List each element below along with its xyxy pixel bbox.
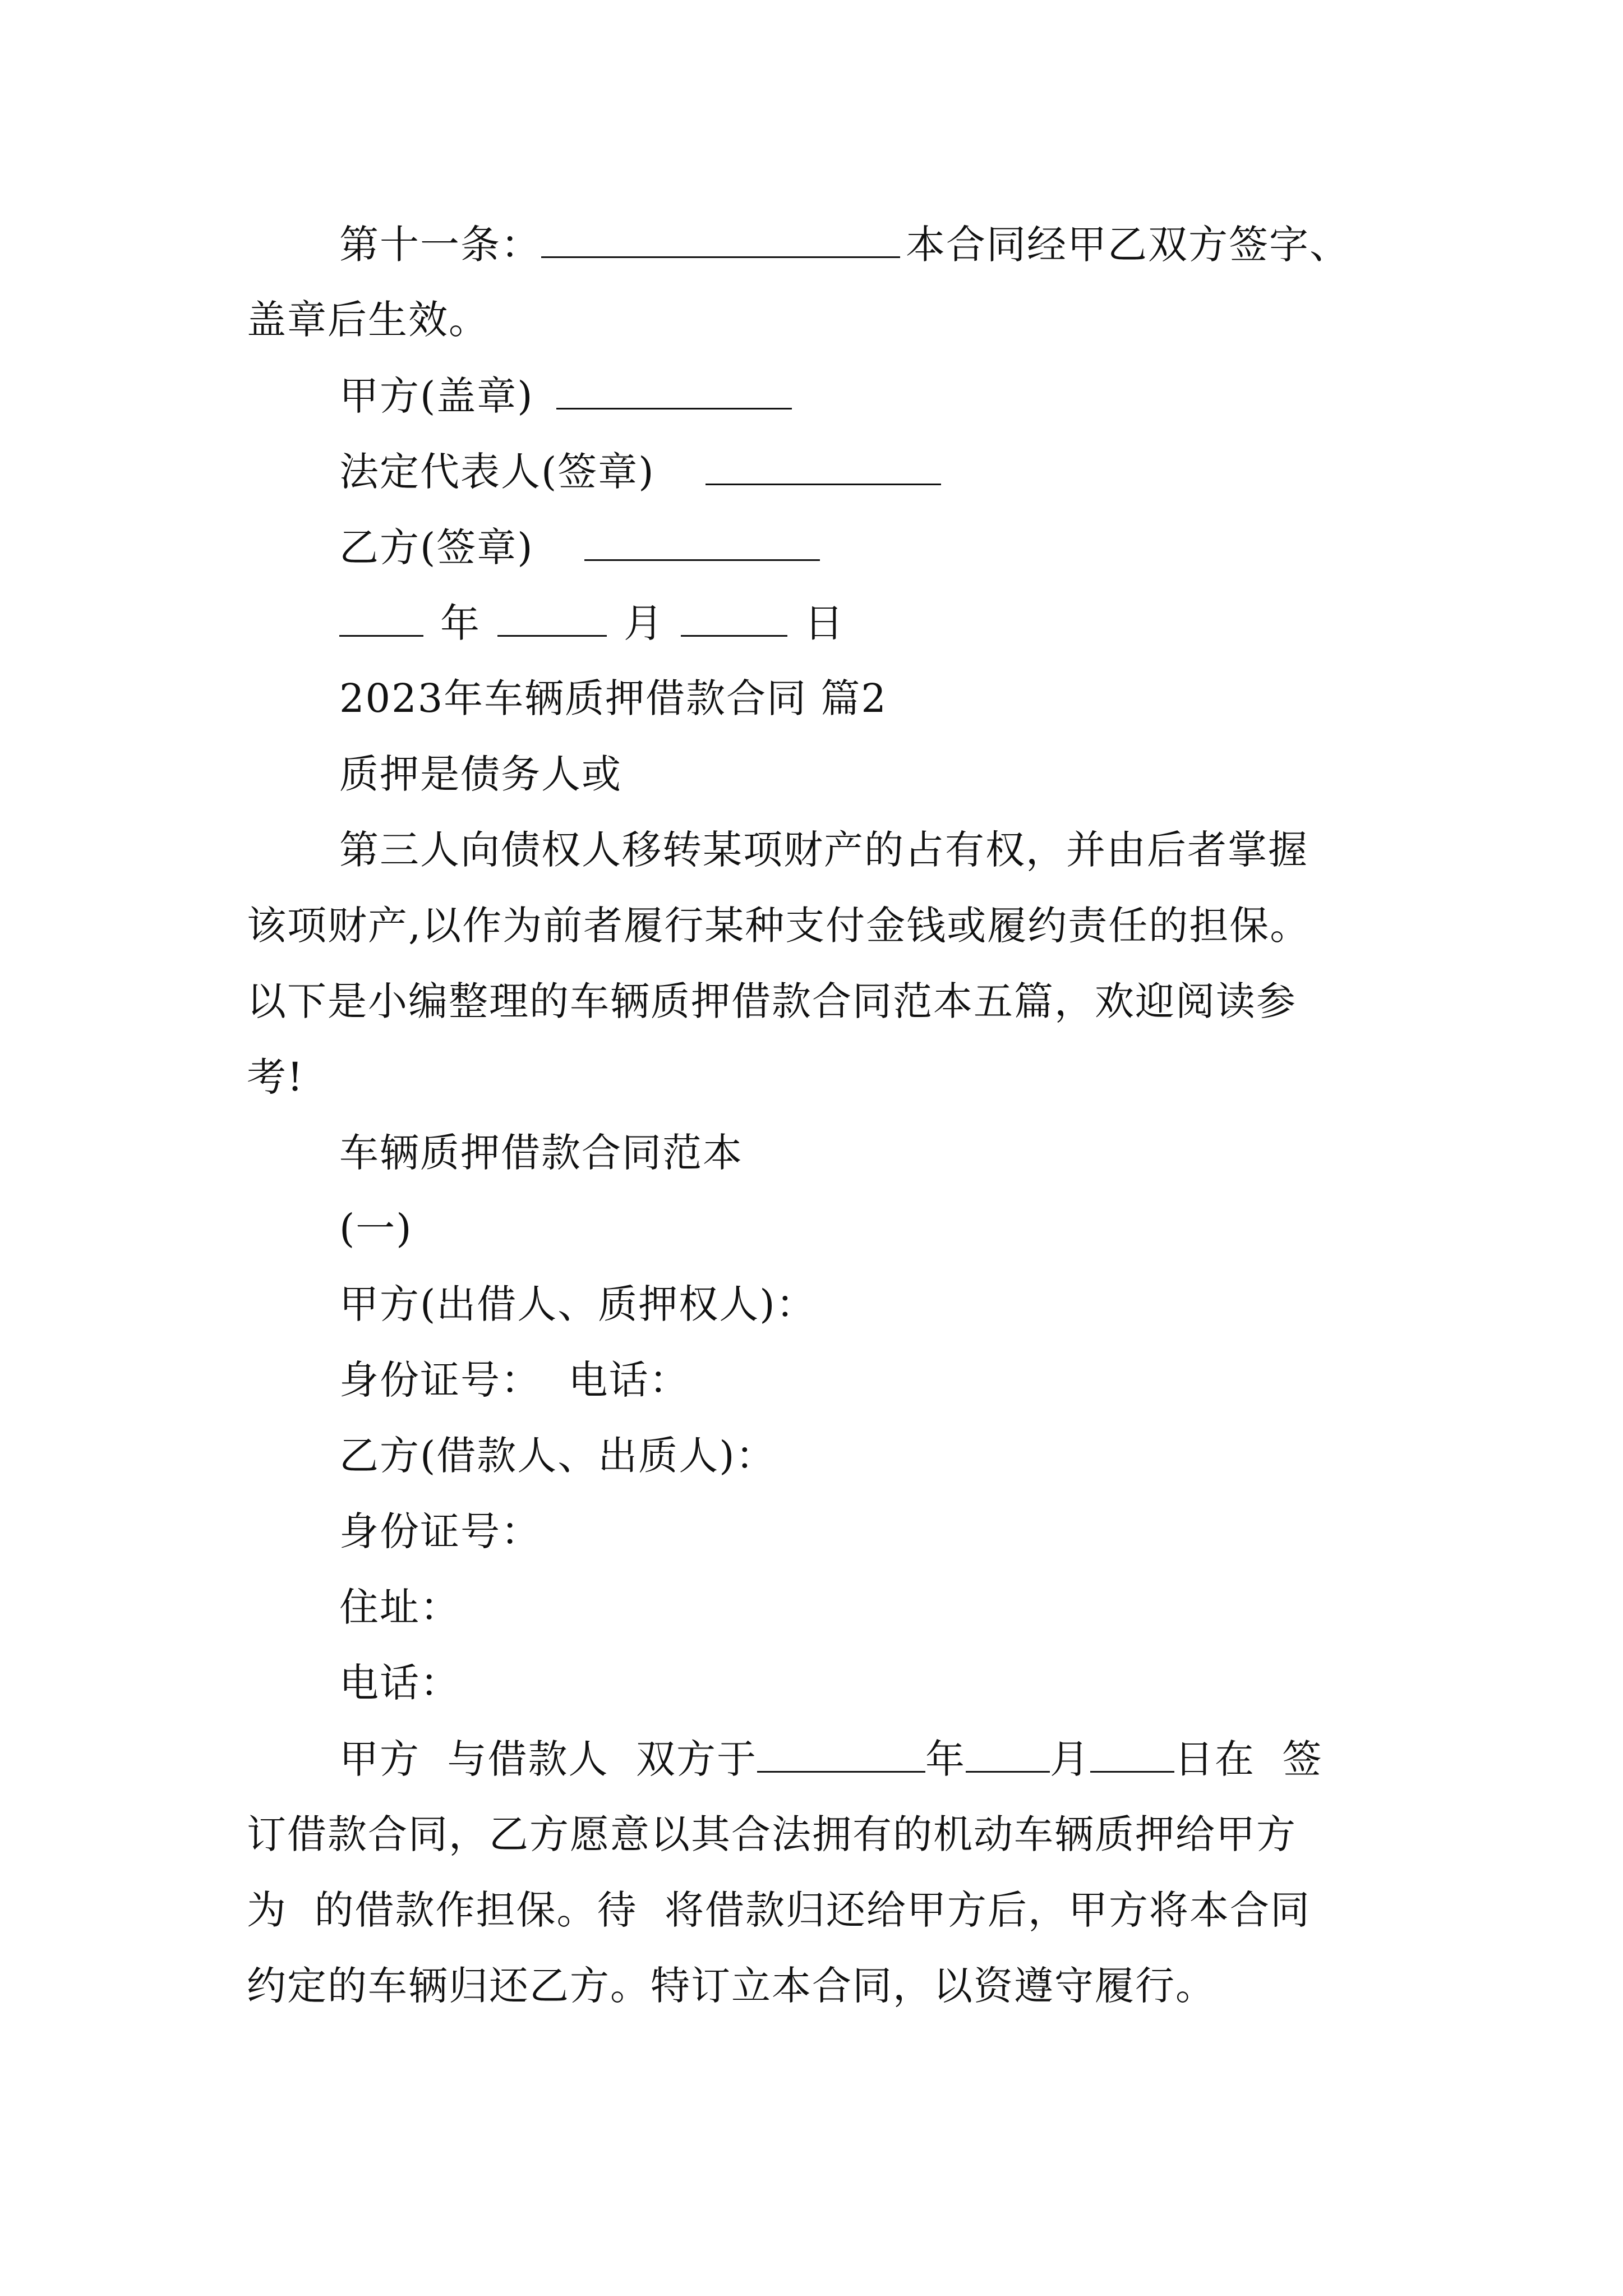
party-b-sign-line	[339, 519, 1623, 576]
body-text: 甲方 与借款人 双方于	[339, 1736, 758, 1782]
party-a-seal-line	[339, 367, 1623, 424]
id-number: 身份证号：	[339, 1508, 541, 1554]
blank-line	[681, 595, 787, 637]
body-paragraph-line	[339, 1731, 1623, 1787]
blank-line	[706, 443, 941, 485]
blank-line	[556, 367, 792, 409]
intro-paragraph-line: 该项财产,以作为前者履行某种支付金钱或履约责任的担保。	[247, 903, 1311, 949]
clause-11-line	[339, 216, 1623, 273]
template-number: (一)	[339, 1205, 413, 1251]
party-a-seal-label: 甲方(盖章)	[339, 373, 534, 419]
blank-line	[1090, 1731, 1174, 1773]
intro-paragraph-line: 质押是债务人或	[339, 751, 622, 797]
blank-line	[339, 595, 423, 637]
party-a-lender: 甲方(出借人、质押权人)：	[339, 1281, 817, 1327]
id-and-phone: 身份证号： 电话：	[339, 1357, 690, 1403]
body-text: 月	[1050, 1736, 1091, 1782]
phone: 电话：	[339, 1660, 460, 1706]
intro-paragraph-line: 第三人向债权人移转某项财产的占有权，并由后者掌握	[339, 827, 1308, 873]
body-paragraph-line: 订借款合同，乙方愿意以其合法拥有的机动车辆质押给甲方	[247, 1811, 1297, 1857]
date-day: 日	[804, 600, 845, 646]
blank-line	[584, 519, 820, 561]
template-title: 车辆质押借款合同范本	[339, 1130, 743, 1176]
party-b-borrower: 乙方(借款人、出质人)：	[339, 1433, 776, 1479]
clause-11-text: 本合同经甲乙双方签字、	[906, 222, 1350, 268]
clause-11-label: 第十一条：	[339, 222, 541, 268]
date-month: 月	[624, 600, 664, 646]
body-paragraph-line: 约定的车辆归还乙方。特订立本合同，以资遵守履行。	[247, 1963, 1216, 2009]
blank-line	[966, 1731, 1050, 1773]
legal-rep-line	[339, 443, 1623, 500]
address: 住址：	[339, 1584, 460, 1630]
date-year: 年	[440, 600, 481, 646]
blank-line	[497, 595, 607, 637]
blank-line	[757, 1731, 925, 1773]
blank-line	[541, 216, 900, 258]
party-b-sign-label: 乙方(签章)	[339, 524, 534, 570]
legal-rep-label: 法定代表人(签章)	[339, 449, 655, 495]
intro-paragraph-line: 以下是小编整理的车辆质押借款合同范本五篇，欢迎阅读参	[247, 978, 1297, 1024]
section-heading: 2023年车辆质押借款合同 篇2	[339, 675, 887, 721]
clause-11-continuation: 盖章后生效。	[247, 297, 489, 343]
body-text: 年	[925, 1736, 966, 1782]
body-text: 日在 签	[1174, 1736, 1323, 1782]
body-paragraph-line: 为 的借款作担保。待 将借款归还给甲方后，甲方将本合同	[247, 1887, 1311, 1933]
intro-paragraph-line: 考!	[247, 1054, 305, 1100]
date-line	[339, 595, 1623, 651]
